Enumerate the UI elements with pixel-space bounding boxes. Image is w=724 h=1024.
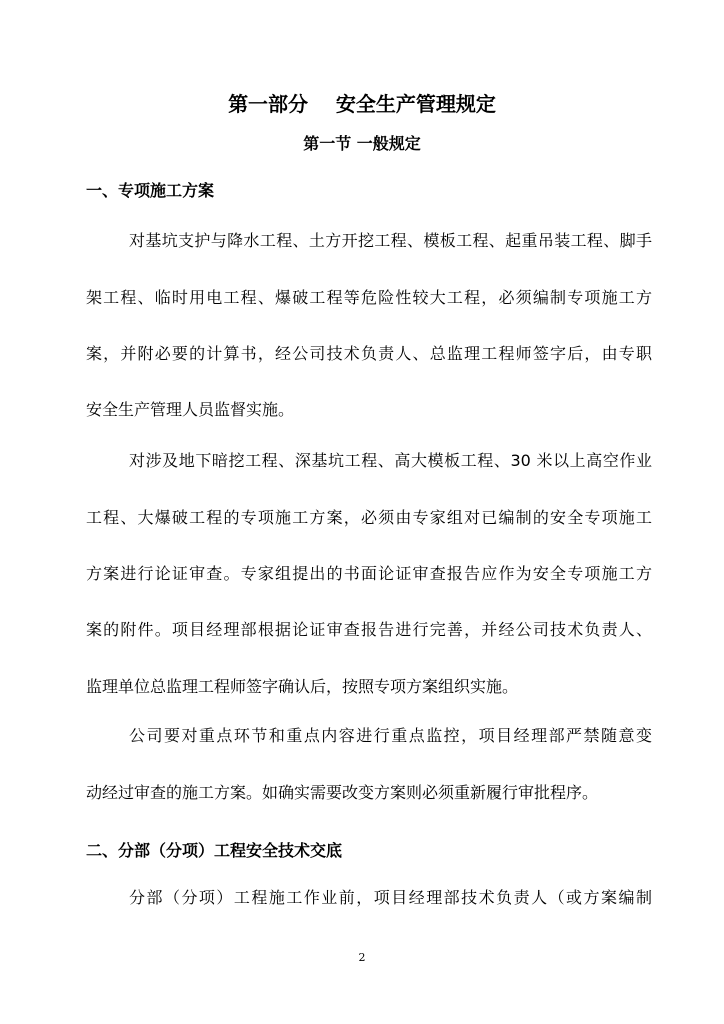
paragraph-line: 案，并附必要的计算书，经公司技术负责人、总监理工程师签字后，由专职 [86,344,652,363]
document-title: 第一部分 安全生产管理规定 [228,92,496,116]
paragraph-line: 案的附件。项目经理部根据论证审查报告进行完善，并经公司技术负责人、 [86,620,652,639]
paragraph-line: 分部（分项）工程施工作业前，项目经理部技术负责人（或方案编制 [129,888,652,907]
paragraph-line: 对基坑支护与降水工程、土方开挖工程、模板工程、起重吊装工程、脚手 [129,231,652,250]
paragraph-line: 对涉及地下暗挖工程、深基坑工程、高大模板工程、30 米以上高空作业 [129,451,652,470]
paragraph-line: 架工程、临时用电工程、爆破工程等危险性较大工程，必须编制专项施工方 [86,288,652,307]
section-heading-1: 一、专项施工方案 [86,181,215,200]
paragraph-line: 工程、大爆破工程的专项施工方案，必须由专家组对已编制的安全专项施工 [86,508,652,527]
paragraph-line: 公司要对重点环节和重点内容进行重点监控，项目经理部严禁随意变 [129,726,652,745]
page-number: 2 [358,951,366,964]
paragraph-line: 监理单位总监理工程师签字确认后，按照专项方案组织实施。 [86,677,519,696]
section-subtitle: 第一节 一般规定 [303,134,421,153]
section-heading-2: 二、分部（分项）工程安全技术交底 [86,841,343,860]
paragraph-line: 安全生产管理人员监督实施。 [86,400,295,419]
paragraph-line: 动经过审查的施工方案。如确实需要改变方案则必须重新履行审批程序。 [86,783,599,802]
paragraph-line: 方案进行论证审查。专家组提出的书面论证审查报告应作为安全专项施工方 [86,564,652,583]
